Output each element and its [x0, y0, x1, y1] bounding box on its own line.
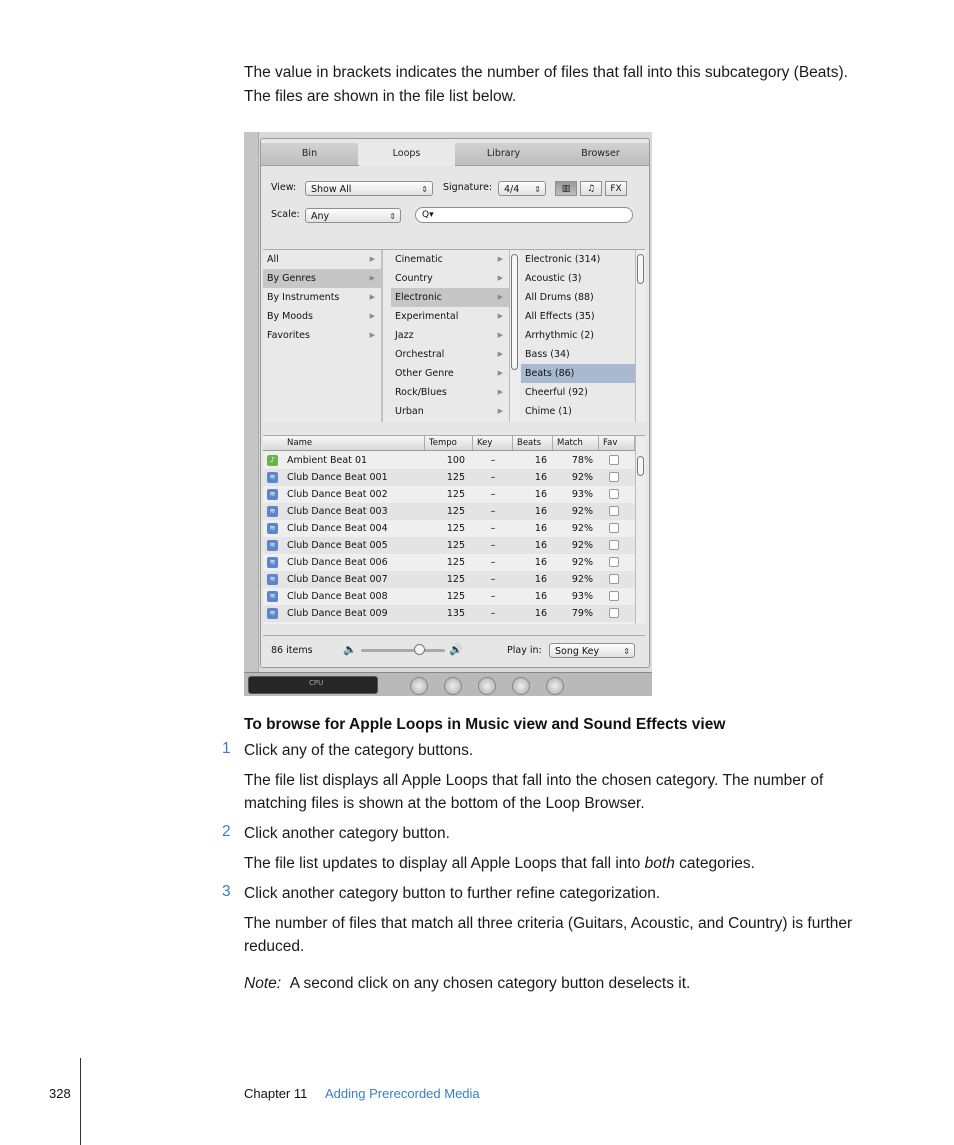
disclosure-triangle-icon: ▶	[497, 293, 503, 301]
col1-item[interactable]: By Genres ▶	[263, 269, 381, 288]
col2-item[interactable]: Jazz ▶	[391, 326, 509, 345]
header-key[interactable]: Key	[473, 436, 513, 451]
cell-match: 79%	[571, 608, 593, 619]
col1-item[interactable]: By Instruments ▶	[263, 288, 381, 307]
disclosure-triangle-icon: ▶	[369, 293, 375, 301]
cell-key: –	[490, 506, 496, 517]
note-view-button[interactable]: ♫	[580, 181, 602, 196]
cell-tempo: 125	[446, 540, 465, 551]
file-row[interactable]	[263, 486, 635, 503]
cell-key: –	[490, 608, 496, 619]
disclosure-triangle-icon: ▶	[369, 274, 375, 282]
volume-high-icon: 🔊	[449, 643, 463, 656]
favorite-checkbox[interactable]	[609, 608, 619, 618]
cell-beats: 16	[534, 523, 547, 534]
step-1-number: 1	[222, 740, 231, 757]
left-strip	[244, 132, 259, 672]
audio-loop-icon: ≋	[267, 523, 278, 534]
col3-item-selected[interactable]: Beats (86)	[521, 364, 635, 383]
loop-browser-screenshot	[244, 132, 652, 696]
volume-low-icon: 🔈	[343, 643, 357, 656]
cell-beats: 16	[534, 557, 547, 568]
transport-button-icon[interactable]	[512, 677, 530, 695]
cell-beats: 16	[534, 489, 547, 500]
volume-slider[interactable]	[361, 649, 445, 652]
cell-beats: 16	[534, 591, 547, 602]
popup-arrows-icon: ⇕	[421, 185, 428, 194]
step-1-text: Click any of the category buttons.	[244, 742, 474, 759]
cell-match: 93%	[571, 591, 593, 602]
view-value: Show All	[311, 184, 352, 195]
disclosure-triangle-icon: ▶	[497, 312, 503, 320]
disclosure-triangle-icon: ▶	[497, 350, 503, 358]
file-row[interactable]	[263, 452, 635, 469]
column-2-scrollbar[interactable]	[509, 250, 520, 422]
note-label: Note:	[244, 975, 282, 992]
popup-arrows-icon: ⇕	[623, 647, 630, 656]
play-in-popup[interactable]	[549, 643, 635, 658]
disclosure-triangle-icon: ▶	[497, 407, 503, 415]
cell-tempo: 135	[446, 608, 465, 619]
file-row[interactable]	[263, 469, 635, 486]
cell-name: Club Dance Beat 009	[287, 608, 388, 619]
cell-tempo: 100	[446, 455, 465, 466]
transport-button-icon[interactable]	[410, 677, 428, 695]
scroll-thumb[interactable]	[637, 254, 644, 284]
header-name[interactable]: Name	[263, 436, 425, 451]
browser-column-2	[391, 250, 509, 422]
chapter-title[interactable]: Adding Prerecorded Media	[325, 1086, 480, 1101]
file-row[interactable]	[263, 554, 635, 571]
play-in-label: Play in:	[507, 645, 542, 656]
cell-name: Club Dance Beat 007	[287, 574, 388, 585]
cell-match: 78%	[571, 455, 593, 466]
view-popup[interactable]	[305, 181, 433, 196]
header-fav[interactable]: Fav	[599, 436, 635, 451]
col2-item[interactable]: Cinematic ▶	[391, 250, 509, 269]
cell-name: Ambient Beat 01	[287, 455, 368, 466]
disclosure-triangle-icon: ▶	[369, 331, 375, 339]
para-2: The file list updates to display all Apple Loops that fall into both categories.	[244, 855, 755, 872]
para-3-line-1: The number of files that match all three criteria (Guitars, Acoustic, and Country) is further	[244, 915, 853, 932]
music-view-button[interactable]: ▥	[555, 181, 577, 196]
cell-match: 92%	[571, 574, 593, 585]
cell-name: Club Dance Beat 001	[287, 472, 388, 483]
header-match[interactable]: Match	[553, 436, 599, 451]
disclosure-triangle-icon: ▶	[369, 312, 375, 320]
para-1-line-2: matching files is shown at the bottom of the Loop Browser.	[244, 795, 645, 812]
cell-beats: 16	[534, 455, 547, 466]
step-2-text: Click another category button.	[244, 825, 450, 842]
cell-name: Club Dance Beat 006	[287, 557, 388, 568]
cell-match: 92%	[571, 523, 593, 534]
col3-item[interactable]: All Drums (88)	[525, 292, 594, 303]
note-text: A second click on any chosen category button deselects it.	[289, 975, 691, 992]
favorite-checkbox[interactable]	[609, 489, 619, 499]
file-row[interactable]	[263, 571, 635, 588]
col2-item[interactable]: Country ▶	[391, 269, 509, 288]
col1-item[interactable]: All ▶	[263, 250, 381, 269]
cell-tempo: 125	[446, 489, 465, 500]
cell-tempo: 125	[446, 506, 465, 517]
signature-value: 4/4	[504, 184, 520, 195]
scale-label: Scale:	[271, 209, 300, 220]
col2-item[interactable]: Rock/Blues ▶	[391, 383, 509, 402]
cell-tempo: 125	[446, 574, 465, 585]
play-in-value: Song Key	[555, 646, 600, 657]
section-heading: To browse for Apple Loops in Music view and Sound Effects view	[244, 716, 726, 733]
tab-library[interactable]: Library	[455, 143, 553, 166]
disclosure-triangle-icon: ▶	[497, 331, 503, 339]
audio-loop-icon: ≋	[267, 506, 278, 517]
cell-beats: 16	[534, 574, 547, 585]
favorite-checkbox[interactable]	[609, 455, 619, 465]
cell-key: –	[490, 557, 496, 568]
browser-column-1	[263, 250, 381, 422]
header-tempo[interactable]: Tempo	[425, 436, 473, 451]
step-3-number: 3	[222, 883, 231, 900]
cell-key: –	[490, 540, 496, 551]
tab-bar	[261, 143, 649, 165]
para-3-line-2: reduced.	[244, 938, 305, 955]
category-browser	[263, 249, 645, 422]
scale-popup[interactable]	[305, 208, 401, 223]
col2-item[interactable]: Orchestral ▶	[391, 345, 509, 364]
col1-item[interactable]: By Moods ▶	[263, 307, 381, 326]
favorite-checkbox[interactable]	[609, 472, 619, 482]
cpu-meter: CPU	[248, 676, 378, 694]
cell-key: –	[490, 489, 496, 500]
favorite-checkbox[interactable]	[609, 506, 619, 516]
cell-match: 93%	[571, 489, 593, 500]
favorite-checkbox[interactable]	[609, 540, 619, 550]
col2-item[interactable]: Urban ▶	[391, 402, 509, 421]
favorite-checkbox[interactable]	[609, 574, 619, 584]
signature-label: Signature:	[443, 182, 493, 193]
disclosure-triangle-icon: ▶	[369, 255, 375, 263]
audio-loop-icon: ≋	[267, 608, 278, 619]
cell-tempo: 125	[446, 591, 465, 602]
volume-slider-knob[interactable]	[414, 644, 425, 655]
cell-key: –	[490, 455, 496, 466]
intro-line-2: The files are shown in the file list below.	[244, 88, 517, 105]
scroll-thumb[interactable]	[511, 254, 518, 370]
col3-item[interactable]: Bass (34)	[525, 349, 570, 360]
intro-line-1: The value in brackets indicates the number of files that fall into this subcategory (Beats).	[244, 64, 848, 81]
col3-item[interactable]: Chime (1)	[525, 406, 572, 417]
cell-beats: 16	[534, 540, 547, 551]
tab-bin[interactable]: Bin	[261, 143, 359, 166]
disclosure-triangle-icon: ▶	[497, 255, 503, 263]
audio-loop-icon: ≋	[267, 489, 278, 500]
audio-loop-icon: ≋	[267, 574, 278, 585]
note	[244, 972, 690, 995]
tab-browser[interactable]: Browser	[552, 143, 649, 166]
col2-item[interactable]: Electronic ▶	[391, 288, 509, 307]
cell-name: Club Dance Beat 002	[287, 489, 388, 500]
cell-beats: 16	[534, 506, 547, 517]
step-2-number: 2	[222, 823, 231, 840]
favorite-checkbox[interactable]	[609, 591, 619, 601]
cell-match: 92%	[571, 472, 593, 483]
browser-column-3	[521, 250, 635, 422]
cell-key: –	[490, 472, 496, 483]
col3-item[interactable]: Arrhythmic (2)	[525, 330, 594, 341]
file-row[interactable]	[263, 520, 635, 537]
file-row[interactable]	[263, 503, 635, 520]
cell-match: 92%	[571, 506, 593, 517]
audio-loop-icon: ≋	[267, 591, 278, 602]
favorite-checkbox[interactable]	[609, 523, 619, 533]
list-footer	[263, 635, 645, 664]
col2-item[interactable]: Experimental ▶	[391, 307, 509, 326]
cell-name: Club Dance Beat 008	[287, 591, 388, 602]
fx-view-button[interactable]: FX	[605, 181, 627, 196]
disclosure-triangle-icon: ▶	[497, 388, 503, 396]
tab-loops[interactable]: Loops	[358, 143, 456, 165]
cell-name: Club Dance Beat 005	[287, 540, 388, 551]
cell-match: 92%	[571, 557, 593, 568]
file-list	[263, 435, 645, 624]
signature-popup[interactable]	[498, 181, 546, 196]
transport-button-icon[interactable]	[546, 677, 564, 695]
step-3-text: Click another category button to further refine categorization.	[244, 885, 661, 902]
audio-loop-icon: ≋	[267, 540, 278, 551]
header-beats[interactable]: Beats	[513, 436, 553, 451]
cell-tempo: 125	[446, 557, 465, 568]
transport-button-icon[interactable]	[444, 677, 462, 695]
search-input[interactable]	[415, 207, 633, 223]
footer-divider	[80, 1058, 81, 1145]
file-list-scrollbar[interactable]	[635, 436, 646, 624]
file-row[interactable]	[263, 537, 635, 554]
popup-arrows-icon: ⇕	[534, 185, 541, 194]
software-instrument-loop-icon: ♪	[267, 455, 278, 466]
transport-strip	[244, 672, 652, 696]
col3-item[interactable]: Acoustic (3)	[525, 273, 582, 284]
items-count: 86 items	[271, 645, 313, 656]
audio-loop-icon: ≋	[267, 557, 278, 568]
file-row[interactable]	[263, 588, 635, 605]
scroll-thumb[interactable]	[637, 456, 644, 476]
cell-beats: 16	[534, 608, 547, 619]
cell-name: Club Dance Beat 003	[287, 506, 388, 517]
transport-button-icon[interactable]	[478, 677, 496, 695]
cell-key: –	[490, 523, 496, 534]
cell-key: –	[490, 574, 496, 585]
favorite-checkbox[interactable]	[609, 557, 619, 567]
audio-loop-icon: ≋	[267, 472, 278, 483]
cell-name: Club Dance Beat 004	[287, 523, 388, 534]
page-number: 328	[49, 1086, 71, 1101]
view-label: View:	[271, 182, 297, 193]
column-3-scrollbar[interactable]	[635, 250, 646, 422]
file-row[interactable]	[263, 605, 635, 622]
search-icon: Q▾	[422, 210, 434, 220]
cell-tempo: 125	[446, 472, 465, 483]
col3-item[interactable]: All Effects (35)	[525, 311, 595, 322]
cell-beats: 16	[534, 472, 547, 483]
col3-item[interactable]: Cheerful (92)	[525, 387, 588, 398]
col2-item[interactable]: Other Genre ▶	[391, 364, 509, 383]
popup-arrows-icon: ⇕	[389, 212, 396, 221]
para-1-line-1: The file list displays all Apple Loops that fall into the chosen category. The number of	[244, 772, 824, 789]
disclosure-triangle-icon: ▶	[497, 369, 503, 377]
media-panel	[260, 138, 650, 668]
scale-value: Any	[311, 211, 330, 222]
disclosure-triangle-icon: ▶	[497, 274, 503, 282]
cell-match: 92%	[571, 540, 593, 551]
col3-item[interactable]: Electronic (314)	[525, 254, 601, 265]
chapter-label: Chapter 11	[244, 1086, 308, 1101]
cell-tempo: 125	[446, 523, 465, 534]
cell-key: –	[490, 591, 496, 602]
col1-item[interactable]: Favorites ▶	[263, 326, 381, 345]
